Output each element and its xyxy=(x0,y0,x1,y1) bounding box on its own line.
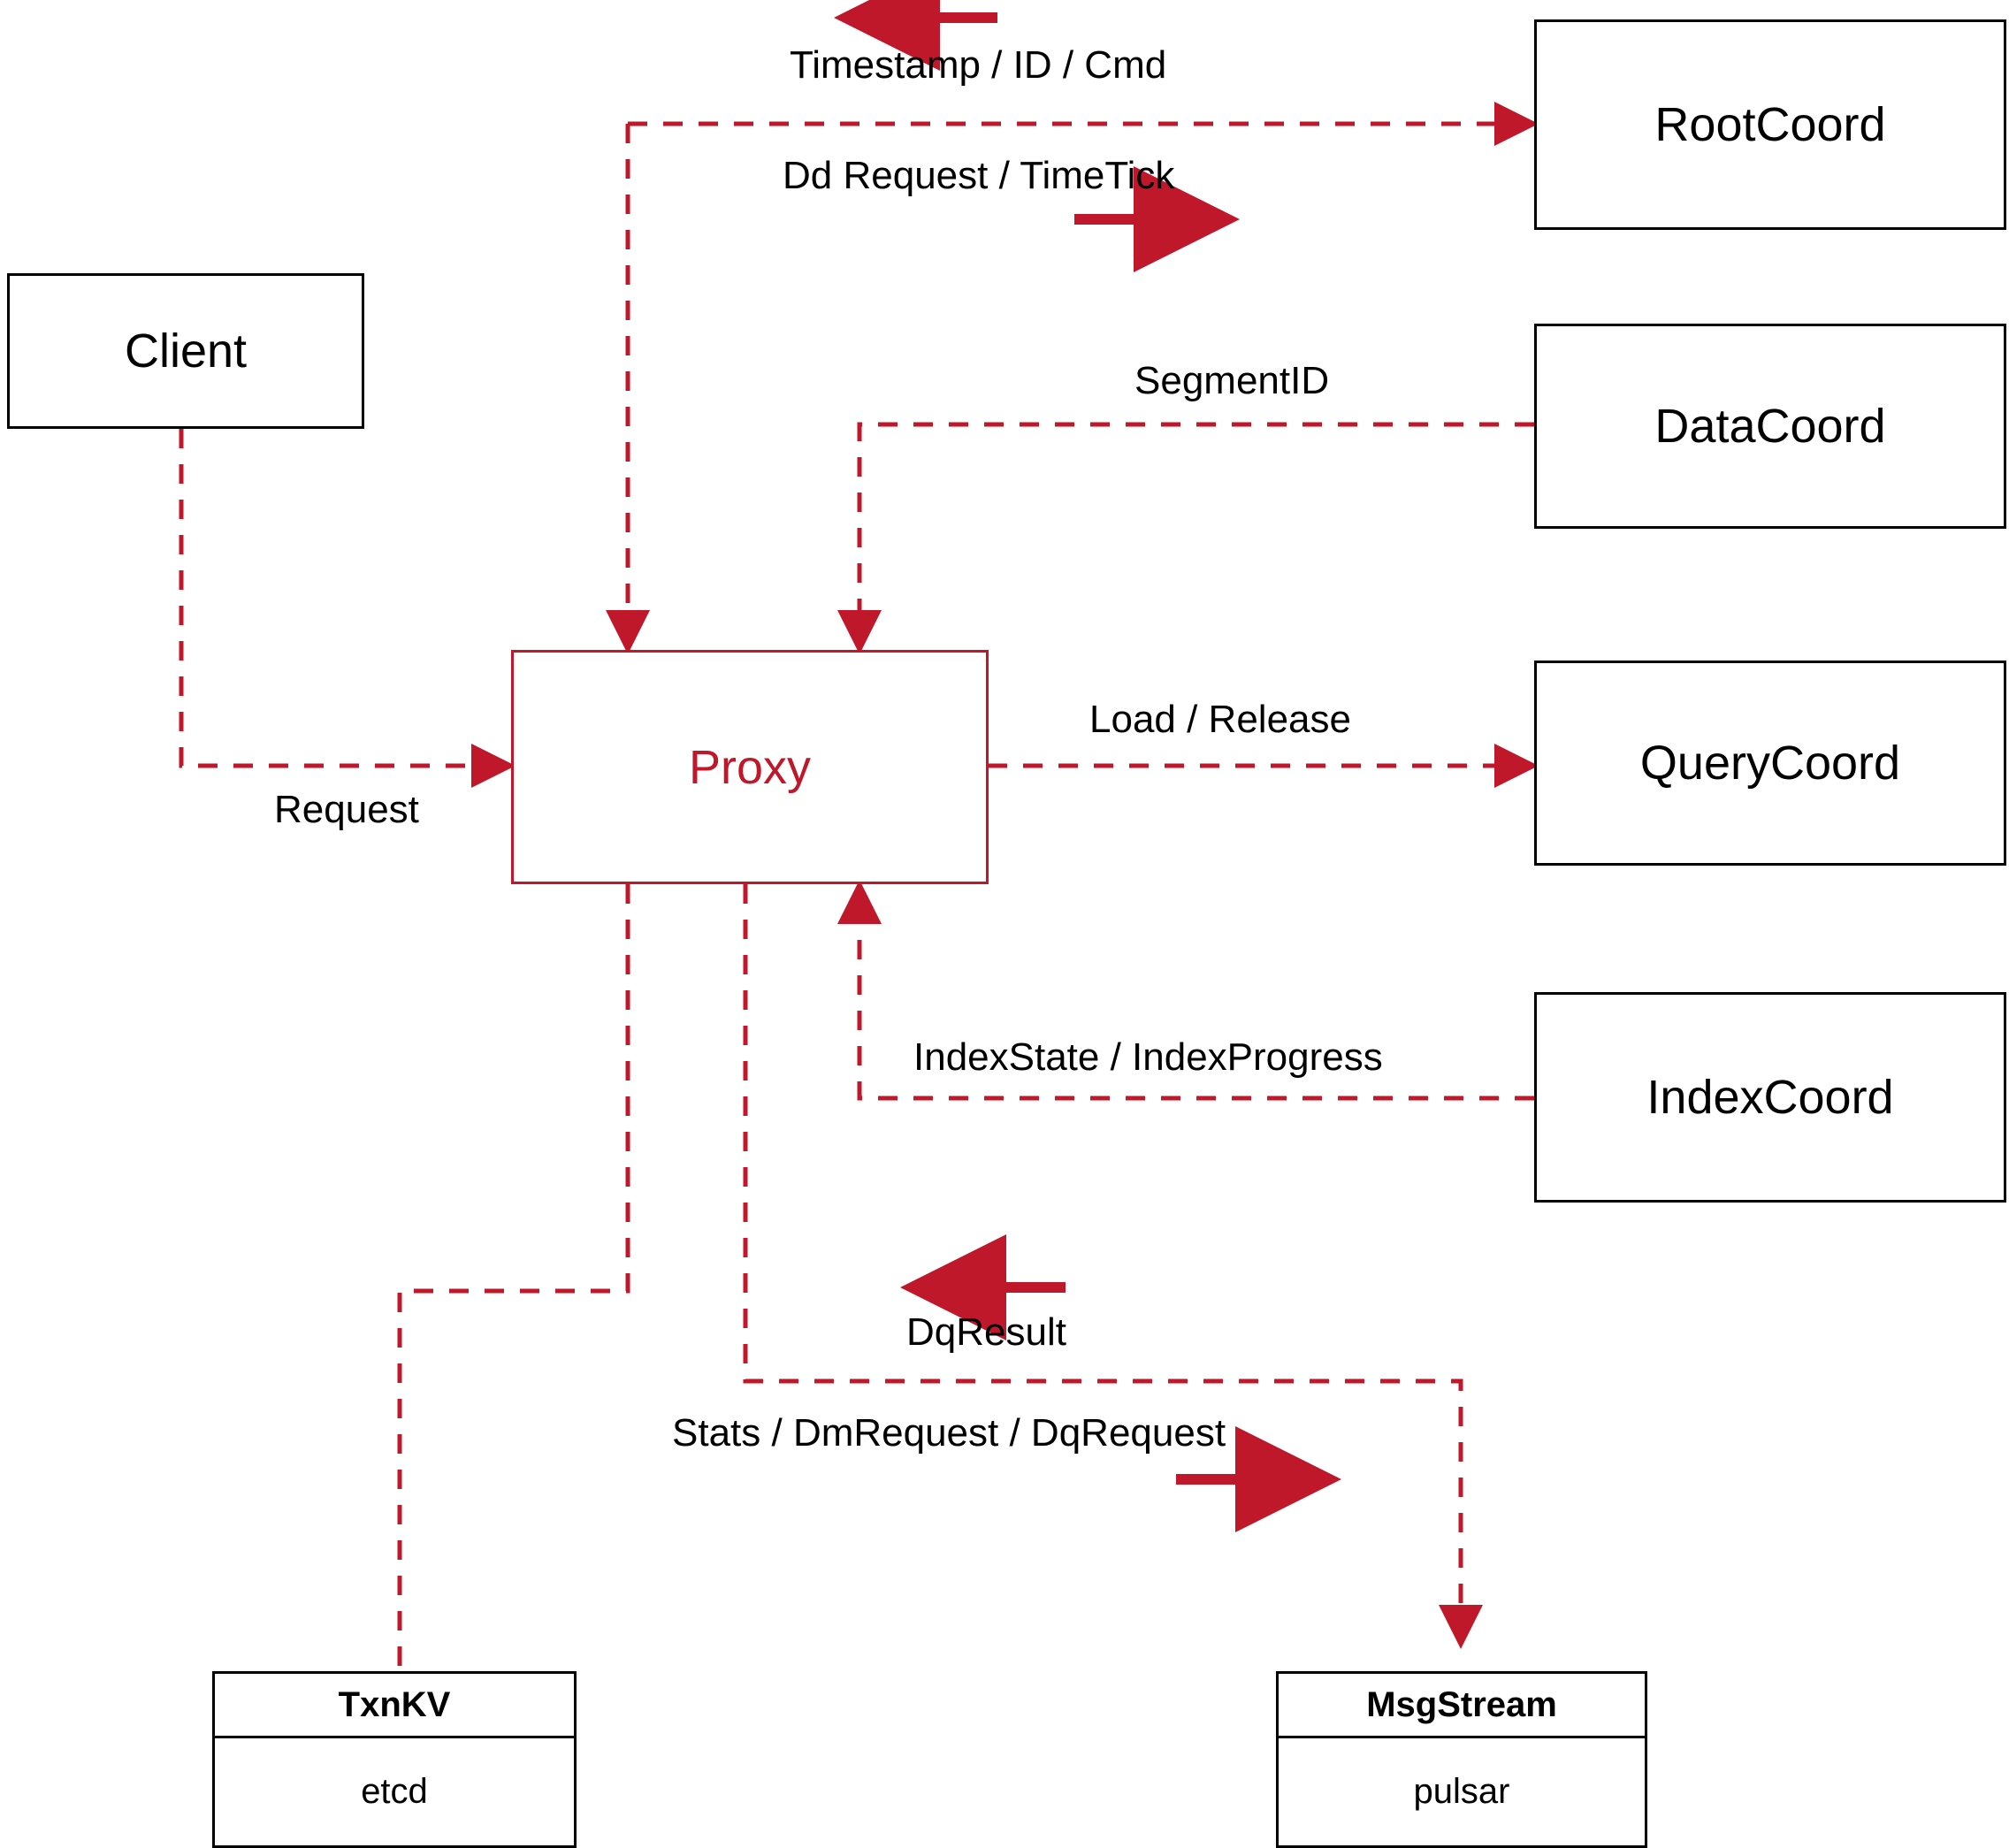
node-client[interactable] xyxy=(7,273,364,429)
node-querycoord[interactable] xyxy=(1534,661,2006,866)
node-rootcoord-label: RootCoord xyxy=(1654,98,1886,151)
node-client-label: Client xyxy=(124,325,248,378)
edge-label-indexstate-indexprogress: IndexState / IndexProgress xyxy=(913,1035,1383,1079)
store-txnkv-title: TxnKV xyxy=(215,1674,574,1738)
node-datacoord[interactable] xyxy=(1534,324,2006,529)
node-indexcoord-label: IndexCoord xyxy=(1646,1071,1894,1124)
edge-label-dqresult: DqResult xyxy=(906,1310,1066,1354)
edge-label-request: Request xyxy=(274,788,419,831)
store-msgstream-title: MsgStream xyxy=(1279,1674,1645,1738)
store-msgstream-body: pulsar xyxy=(1413,1772,1510,1811)
edge-label-stats-dmrequest-dqrequest: Stats / DmRequest / DqRequest xyxy=(672,1411,1226,1455)
edge-label-timestamp-id-cmd: Timestamp / ID / Cmd xyxy=(790,43,1167,87)
store-msgstream[interactable] xyxy=(1276,1671,1647,1848)
node-proxy[interactable] xyxy=(511,650,989,884)
edge-label-load-release: Load / Release xyxy=(1089,698,1351,741)
node-indexcoord[interactable] xyxy=(1534,992,2006,1203)
node-querycoord-label: QueryCoord xyxy=(1639,737,1901,790)
store-txnkv[interactable] xyxy=(212,1671,577,1848)
edge-label-dd-request-timetick: Dd Request / TimeTick xyxy=(783,154,1175,197)
node-datacoord-label: DataCoord xyxy=(1654,400,1886,453)
node-proxy-label: Proxy xyxy=(688,740,812,794)
node-rootcoord[interactable] xyxy=(1534,19,2006,230)
edge-label-segmentid: SegmentID xyxy=(1134,359,1330,402)
store-txnkv-body: etcd xyxy=(361,1772,428,1811)
